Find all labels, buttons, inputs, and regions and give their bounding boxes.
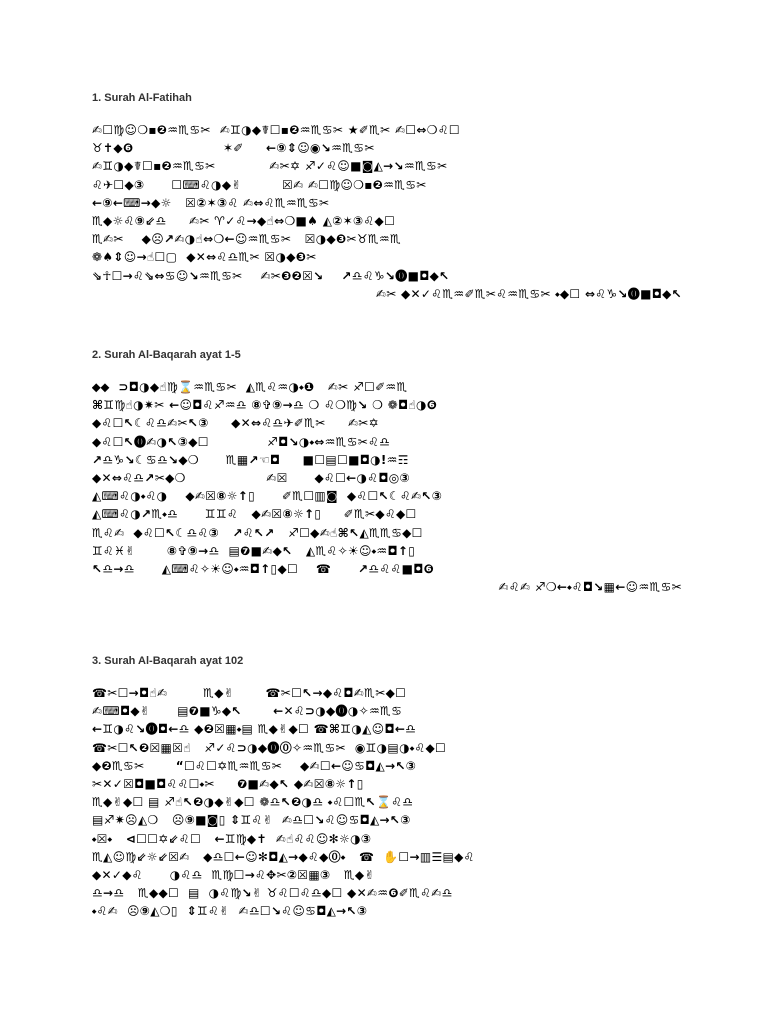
glyph-line: ♏✍✂ ◆☹↗✍◑☝⇔❍←☺♒♏♋✂ ☒◑◆❸✂♉♏♒♏ bbox=[92, 232, 402, 247]
glyph-line: ◆♌☐↖☾♌♎✍✂↖③ ◆✕⇔♌♎✈✐♏✂ ✍✂✡ bbox=[92, 416, 380, 431]
glyph-line: ◆♌☐↖⓿✍◑↖③◆☐ ♐◘↘◑⬩⇔♒♏♋✂♌♎ bbox=[92, 434, 391, 449]
glyph-line: ◆✕✓◆♌ ◑♌♎ ♏♍☐→♌✥✂②☒▦③ ♏◆✌ bbox=[92, 867, 375, 882]
glyph-line: ↗♎♑↘☾♋♎↘◆❍ ♏▦↗☜◘ ■☐▤☐■◘◑!♒☶ bbox=[92, 452, 409, 467]
glyph-line: ♌✈☐◆③ ☐⌨♌◑◆✌ ☒✍ ✍☐♍☺❍▪❷♒♏♋✂ bbox=[92, 177, 427, 192]
section-heading: 1. Surah Al-Fatihah bbox=[92, 92, 192, 104]
glyph-block bbox=[92, 378, 682, 596]
glyph-line: ♏◆☼♌⑨⇙♎ ✍✂ ♈✓♌→◆☝⇔❍■♠ ◭②✶③♌◆☐ bbox=[92, 213, 396, 228]
glyph-line: ✂✕✓☒◘■◘♌♌☐⬩✂ ❼■✍◆↖ ◆✍☒⑧☼↑▯ bbox=[92, 776, 364, 791]
glyph-line: ♏◭☺♍⇙☼⇙☒✍ ◆♎☐←☺✻◘◭→◆♌◆⓪⬩ ☎ ✋☐→▥☰▤◆♌ bbox=[92, 849, 475, 864]
glyph-line: ♉✝◆❻ ✶✐ ←⑨⇕☺◉↘♒♏♋✂ bbox=[92, 141, 375, 156]
glyph-line: ⬩♌✍ ☹⑨◭❍▯ ⇕♊♌✌ ✍♎☐↘♌☺♋◘◭→↖③ bbox=[92, 904, 368, 919]
glyph-line: ◭⌨♌◑↗♏⬩♎ ♊♊♌ ◆✍☒⑧☼↑▯ ✐♏✂◆♌◆☐ bbox=[92, 507, 417, 522]
glyph-line: ⌘♊♍☝◑✷✂ ←☺◘♌♐♒♎ ⑧✞⑨→♎ ❍ ♌❍♍↘ ❍ ❁◘☝◑❻ bbox=[92, 398, 438, 413]
glyph-line: ✍☐♍☺❍▪❷♒♏♋✂ ✍♊◑◆☤☐▪❷♒♏♋✂ ★✐♏✂ ✍☐⇔❍♌☐ bbox=[92, 123, 460, 137]
glyph-line: ☎✂☐↖❷☒▦☒☝ ♐✓♌⊃◑◆⓿⓪✧♒♏♋✂ ◉♊◑▤◑⬩♌◆☐ bbox=[92, 740, 447, 755]
glyph-line: ↖♎→♎ ◭⌨♌✧☀☺⬩♒◘↑▯◆☐ ☎ ↗♎♌♌■◘❻ bbox=[92, 561, 435, 576]
glyph-line: ⬩☒⬩ ⊲☐☐✡⇙♌☐ ←♊♍◆✝ ✍☝♌♌☺✻☼◑③ bbox=[92, 831, 372, 846]
glyph-line: ✍♊◑◆☤☐▪❷♒♏♋✂ ✍✂✡ ♐✓♌☺■◙◭→↘♒♏♋✂ bbox=[92, 159, 448, 174]
section-heading: 3. Surah Al-Baqarah ayat 102 bbox=[92, 655, 244, 667]
glyph-line: ☎✂☐→◘☝✍ ♏◆✌ ☎✂☐↖→◆♌◘✍♏✂◆☐ bbox=[92, 686, 407, 700]
glyph-line: ←♊◑♌↘⓿◘←♎ ◆❷☒▦⬩▤ ♏◆✌◆☐ ☎⌘♊◑◭☺◘←♎ bbox=[92, 722, 417, 737]
glyph-line: ✍♌✍ ♐❍←⬩♌◘↘▦←☺♒♏♋✂ bbox=[498, 580, 682, 595]
section-baqarah-102 bbox=[92, 654, 682, 920]
glyph-line: ♏◆✌◆☐ ▤ ♐☝↖❷◑◆✌◆☐ ❁♎↖❷◑♎ ⬩♌☐♏↖⌛♌♎ bbox=[92, 795, 414, 810]
section-heading: 2. Surah Al-Baqarah ayat 1-5 bbox=[92, 349, 241, 361]
glyph-block bbox=[92, 121, 682, 303]
glyph-block bbox=[92, 684, 682, 920]
glyph-line: ♊♌♓✌ ⑧✞⑨→♎ ▤❼■✍◆↖ ◭♏♌✧☀☺⬩♒◘↑▯ bbox=[92, 543, 416, 558]
glyph-line: ▤♐✷☹◭❍ ☹⑨■◙▯ ⇕♊♌✌ ✍♎☐↘♌☺♋◘◭→↖③ bbox=[92, 813, 411, 828]
glyph-line: ◆❷♏♋✂ “☐♌☐✡♏♒♏♋✂ ◆✍☐←☺♋◘◭→↖③ bbox=[92, 758, 417, 773]
glyph-line: ✍⌨◘◆✌ ▤❼■♑◆↖ ←✕♌⊃◑◆⓿◑✧♒♏♋ bbox=[92, 704, 403, 719]
section-fatihah bbox=[92, 91, 682, 303]
glyph-line: ◭⌨♌◑⬩♌◑ ◆✍☒⑧☼↑▯ ✐♏☐▥◙ ◆♌☐↖☾♌✍↖③ bbox=[92, 489, 443, 504]
glyph-line: ←⑨←⌨→◆☼ ☒②✶③♌ ✍⇔♌♏♒♏♋✂ bbox=[92, 195, 330, 210]
glyph-line: ◆✕⇔♌♎↗✂◆❍ ✍☒ ◆♌☐←◑♌◘◎③ bbox=[92, 470, 410, 485]
glyph-line: ⬥⬥ ⊃◘◑◆☝♍⌛♒♏♋✂ ◭♏♌♒◑⬩❶ ✍✂ ♐☐✐♒♏ bbox=[92, 380, 408, 394]
glyph-line: ⇘☥☐→♌⇘⇔♋☺↘♒♏♋✂ ✍✂❸❷☒↘ ↗♎♌♑↘⓿■◘◆↖ bbox=[92, 268, 450, 283]
glyph-line: ❁♠⇕☺→☝☐▢ ◆✕⇔♌♎♏✂ ☒◑◆❸✂ bbox=[92, 250, 317, 265]
glyph-line: ✍✂ ◆✕✓♌♏♒✐♏✂♌♒♏♋✂ ⬩◆☐ ⇔♌♑↘⓿■◘◆↖ bbox=[375, 286, 682, 301]
glyph-line: ♎→♎ ♏◆◆☐ ▤ ◑♌♍↘✌ ♉♌☐♌♎◆☐ ◆✕✍♒❻✐♏♌✍♎ bbox=[92, 886, 453, 901]
section-baqarah-1-5 bbox=[92, 348, 682, 596]
glyph-line: ♏♌✍ ◆♌☐↖☾♎♌③ ↗♌↖↗ ♐☐◆✍☝⌘↖◭♏♏♋◆☐ bbox=[92, 525, 423, 540]
